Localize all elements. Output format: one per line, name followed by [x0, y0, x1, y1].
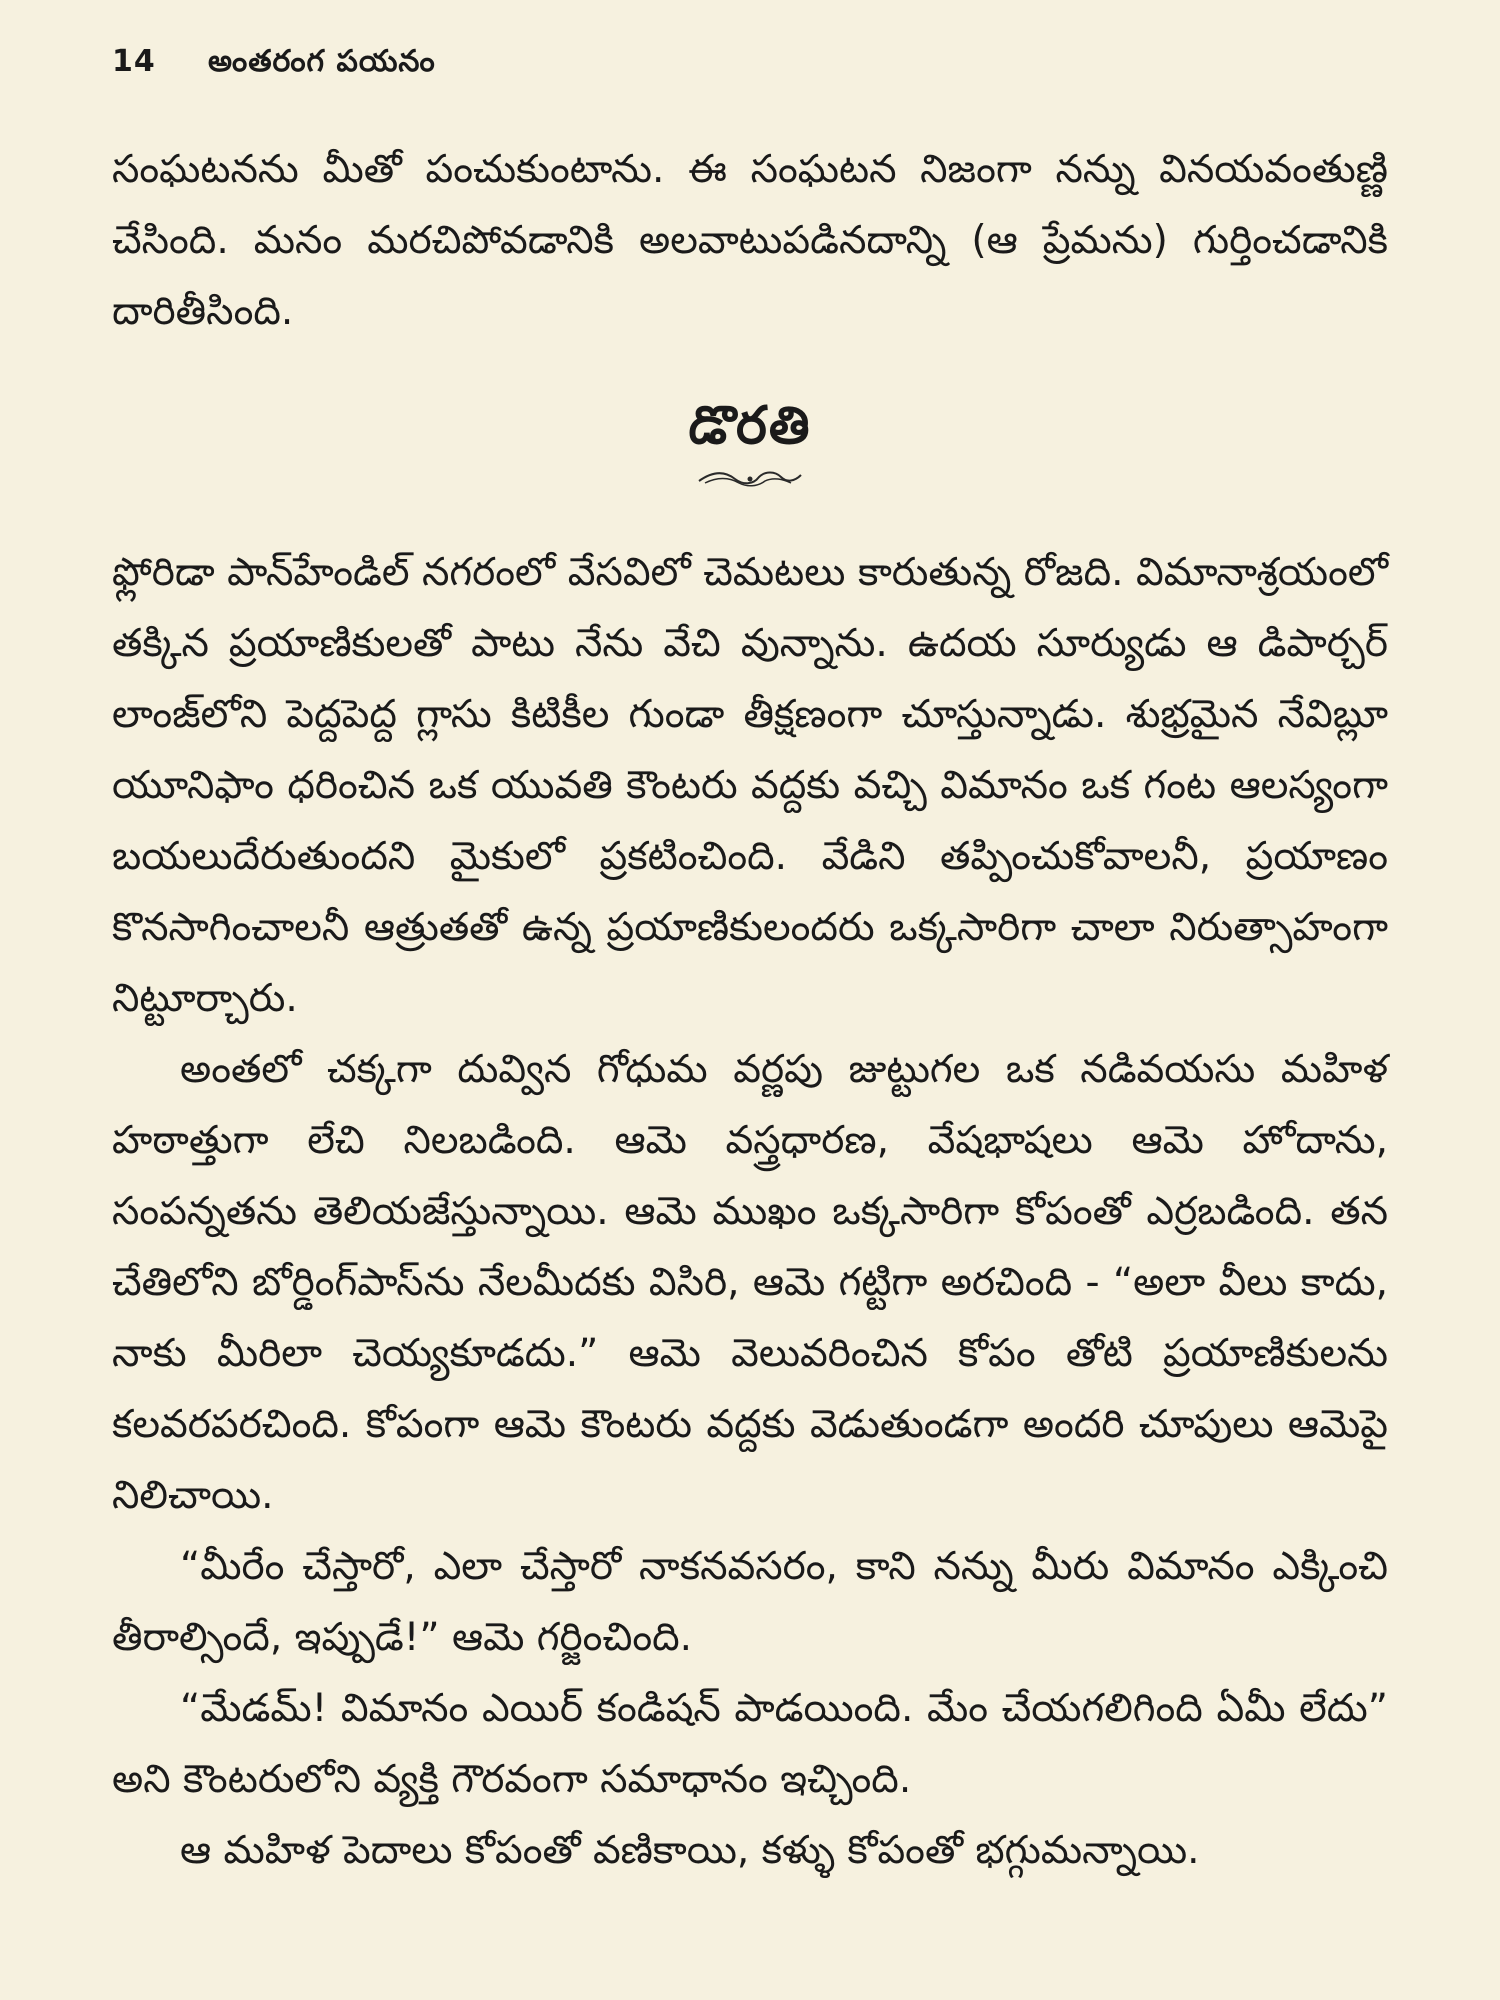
page-number: 14 [112, 44, 156, 79]
section-title: డొరతి [688, 396, 812, 456]
story-paragraph-3: “మీరేం చేస్తారో, ఎలా చేస్తారో నాకనవసరం, కాని నన్ను మీరు విమానం ఎక్కించి తీరాల్సిందే, ఇప్పుడే!” ఆమె గర్జించింది. [112, 1544, 1388, 1660]
story-paragraph-2: అంతలో చక్కగా దువ్విన గోధుమ వర్ణపు జుట్టుగల ఒక నడివయసు మహిళ హఠాత్తుగా లేచి నిలబడింది. ఆమె వస్త్రధారణ, వేషభాషలు ఆమె హోదాను, సంపన్నతను తెలియజేస్తున్నాయి. ఆమె ముఖం ఒక్కసారిగా కోపంతో ఎర్రబడింది. తన చేతిలోని బోర్డింగ్‌పాస్‌ను నేలమీదకు విసిరి, ఆమె గట్టిగా అరచింది - “అలా వీలు కాదు, నాకు మీరిలా చెయ్యకూడదు.” ఆమె వెలువరించిన కోపం తోటి ప్రయాణికులను కలవరపరచింది. కోపంగా ఆమె కౌంటరు వద్దకు వెడుతుండగా అందరి చూపులు ఆమెపై నిలిచాయి. [112, 1047, 1388, 1518]
story-paragraph-5: ఆ మహిళ పెదాలు కోపంతో వణికాయి, కళ్ళు కోపంతో భగ్గుమన్నాయి. [180, 1828, 1200, 1873]
story-paragraph-1: ఫ్లోరిడా పాన్‌హేండిల్ నగరంలో వేసవిలో చెమటలు కారుతున్న రోజది. విమానాశ్రయంలో తక్కిన ప్రయాణికులతో పాటు నేను వేచి వున్నాను. ఉదయ సూర్యుడు ఆ డిపార్చర్ లాంజ్‌లోని పెద్దపెద్ద గ్లాసు కిటికీల గుండా తీక్షణంగా చూస్తున్నాడు. శుభ్రమైన నేవిబ్లూ యూనిఫాం ధరించిన ఒక యువతి కౌంటరు వద్దకు వచ్చి విమానం ఒక గంట ఆలస్యంగా బయలుదేరుతుందని మైకులో ప్రకటించింది. వేడిని తప్పించుకోవాలనీ, ప్రయాణం కొనసాగించాలనీ ఆత్రుతతో ఉన్న ప్రయాణికులందరు ఒక్కసారిగా చాలా నిరుత్సాహంగా నిట్టూర్చారు. [112, 550, 1388, 1021]
page-body [112, 134, 1388, 1886]
section-heading-block [112, 391, 1388, 491]
flourish-ornament-icon [112, 467, 1388, 491]
book-title: అంతరంగ పయనం [208, 44, 436, 79]
intro-paragraph: సంఘటనను మీతో పంచుకుంటాను. ఈ సంఘటన నిజంగా నన్ను వినయవంతుణ్ణి చేసింది. మనం మరచిపోవడానికి అలవాటుపడినదాన్ని (ఆ ప్రేమను) గుర్తించడానికి దారితీసింది. [112, 147, 1388, 334]
story-paragraph-4: “మేడమ్! విమానం ఎయిర్ కండిషన్ పాడయింది. మేం చేయగలిగింది ఏమీ లేదు” అని కౌంటరులోని వ్యక్తి గౌరవంగా సమాధానం ఇచ్చింది. [112, 1686, 1388, 1802]
running-header [112, 44, 436, 86]
